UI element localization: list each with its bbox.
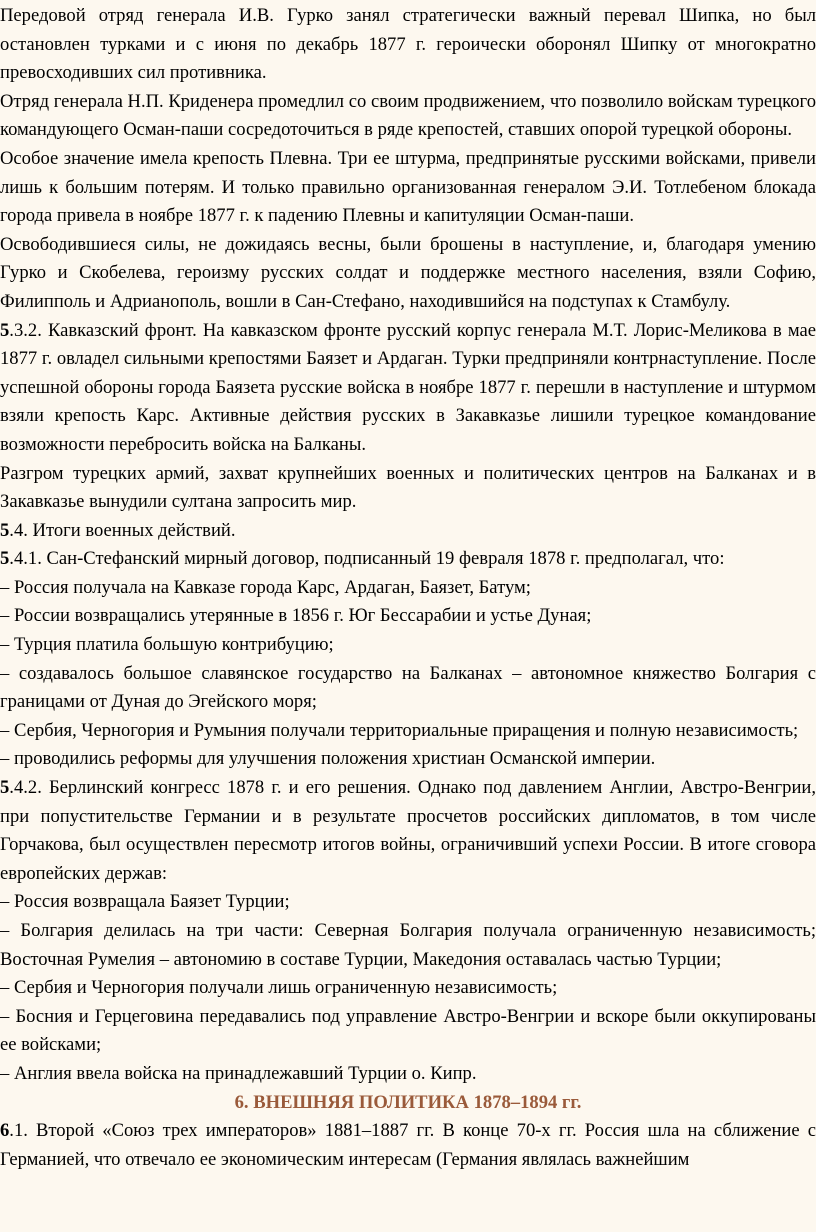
section-number: 5 bbox=[0, 548, 10, 570]
paragraph-text: .3.2. Кавказский фронт. На кавказском фронте русский корпус генерала М.Т. Лорис-Меликова в мае 1877 г. овладел сильными крепостями Баязет и Ардаган. Турки предприняли контрнаступление. После успешной обороны города Баязета русские войска в ноябре 1877 г. перешли в наступление и штурмом взяли крепость Карс. Активные действия русских в Закавказье лишили турецкое командование возможности перебросить войска на Балканы. bbox=[0, 319, 816, 455]
list-item: – создавалось большое славянское государство на Балканах – автономное княжество Болгария с границами от Дуная до Эгейского моря; bbox=[0, 662, 816, 713]
paragraph-berlin-congress bbox=[0, 774, 816, 888]
paragraph-plevna: Особое значение имела крепость Плевна. Три ее штурма, предпринятые русскими войсками, привели лишь к большим потерям. И только правильно организованная генералом Э.И. Тотлебеном блокада города привела в ноябре 1877 г. к падению Плевны и капитуляции Осман-паши. bbox=[0, 147, 816, 227]
paragraph-san-stefano bbox=[0, 545, 816, 574]
paragraph-text: .4. Итоги военных действий. bbox=[9, 519, 236, 541]
list-item: – России возвращались утерянные в 1856 г. Юг Бессарабии и устье Дуная; bbox=[0, 605, 592, 627]
list-item: – проводились реформы для улучшения положения христиан Османской империи. bbox=[0, 748, 656, 770]
paragraph-three-emperors bbox=[0, 1117, 816, 1174]
paragraph-shipka: Передовой отряд генерала И.В. Гурко занял стратегически важный перевал Шипка, но был остановлен турками и с июня по декабрь 1877 г. героически оборонял Шипку от многократно превосходивших сил противника. bbox=[0, 5, 816, 84]
paragraph-kridener: Отряд генерала Н.П. Криденера промедлил со своим продвижением, что позволило войскам турецкого командующего Осман-паши сосредоточиться в ряде крепостей, ставших опорой турецкой обороны. bbox=[0, 90, 816, 141]
list-item: – Россия возвращала Баязет Турции; bbox=[0, 891, 290, 913]
list-item: – Сербия, Черногория и Румыния получали территориальные приращения и полную независимость; bbox=[0, 719, 799, 741]
list-item: – Сербия и Черногория получали лишь ограниченную независимость; bbox=[0, 977, 558, 999]
list-item: – Турция платила большую контрибуцию; bbox=[0, 634, 334, 656]
paragraph-results-title bbox=[0, 517, 816, 546]
section-number: 5 bbox=[0, 319, 10, 341]
section-number: 6 bbox=[0, 1120, 10, 1142]
section-number: 5 bbox=[0, 519, 10, 541]
list-item: – Болгария делилась на три части: Северная Болгария получала ограниченную независимость; Восточная Румелия – автономию в составе Турции, Македония оставалась частью Турции; bbox=[0, 920, 816, 970]
list-item: – Россия получала на Кавказе города Карс, Ардаган, Баязет, Батум; bbox=[0, 576, 531, 598]
paragraph-defeat: Разгром турецких армий, захват крупнейших военных и политических центров на Балканах и в Закавказье вынудили султана запросить мир. bbox=[0, 462, 816, 513]
paragraph-text: .1. Второй «Союз трех императоров» 1881–1887 гг. В конце 70-х гг. Россия шла на сближение с Германией, что отвечало ее экономическим интересам (Германия являлась важнейшим bbox=[0, 1120, 816, 1170]
paragraph-offensive: Освободившиеся силы, не дожидаясь весны, были брошены в наступление, и, благодаря умению Гурко и Скобелева, героизму русских солдат и поддержке местного населения, взяли Софию, Филипполь и Адрианополь, вошли в Сан-Стефано, находившийся на подступах к Стамбулу. bbox=[0, 233, 816, 312]
section-heading: 6. ВНЕШНЯЯ ПОЛИТИКА 1878–1894 гг. bbox=[234, 1091, 582, 1113]
list-item: – Босния и Герцеговина передавались под управление Австро-Венгрии и вскоре были оккупированы ее войсками; bbox=[0, 1005, 816, 1056]
paragraph-text: .4.1. Сан-Стефанский мирный договор, подписанный 19 февраля 1878 г. предполагал, что: bbox=[9, 548, 725, 570]
paragraph-caucasus-front bbox=[0, 317, 816, 460]
paragraph-text: .4.2. Берлинский конгресс 1878 г. и его решения. Однако под давлением Англии, Австро-Венгрии, при попустительстве Германии и в результате просчетов российских дипломатов, в том числе Горчакова, был осуществлен пересмотр итогов войны, ограничивший успехи России. В итоге сговора европейских держав: bbox=[0, 777, 816, 884]
list-item: – Англия ввела войска на принадлежавший Турции о. Кипр. bbox=[0, 1062, 477, 1084]
section-number: 5 bbox=[0, 777, 10, 799]
